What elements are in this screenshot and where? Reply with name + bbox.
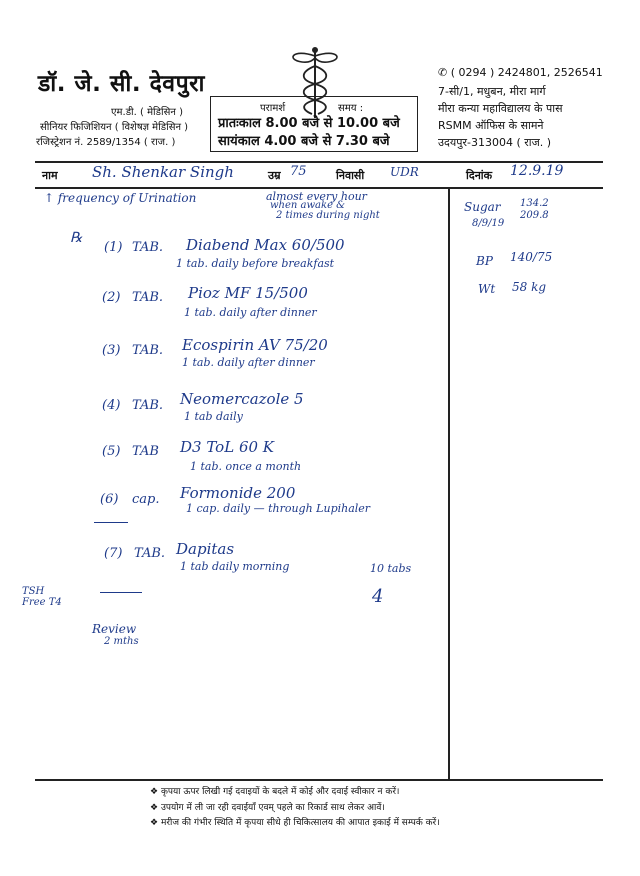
visit-date: 12.9.19 <box>510 163 564 179</box>
med-1-name: Diabend Max 60/500 <box>186 236 345 254</box>
duration-note: 10 tabs <box>370 562 412 575</box>
age-label: उम्र <box>268 169 281 182</box>
weight-value: 58 kg <box>512 280 547 294</box>
name-label: नाम <box>42 169 58 182</box>
registration-number: रजिस्ट्रेशन नं. 2589/1354 ( राज. ) <box>36 137 176 148</box>
med-6-directions: 1 cap. daily — through Lupihaler <box>186 502 371 515</box>
med-6-number: (6) <box>100 492 119 507</box>
med-4-directions: 1 tab daily <box>184 410 243 423</box>
tsh-note: TSH Free T4 <box>22 586 62 608</box>
med-2-form: TAB. <box>132 290 164 305</box>
med-4-form: TAB. <box>132 398 164 413</box>
timing-label: समय : <box>338 103 364 114</box>
review-period: 2 mths <box>104 636 139 647</box>
med-1-number: (1) <box>104 240 123 255</box>
sugar-date: 8/9/19 <box>472 218 505 229</box>
footer-note-3-text: मरीज की गंभीर स्थिति में कृपया सीधे ही चिकित्सालय की आपात इकाई में सम्पर्क करें। <box>160 818 440 828</box>
address-line-4: उदयपुर-313004 ( राज. ) <box>438 136 552 149</box>
med-5-directions: 1 tab. once a month <box>190 460 302 473</box>
doctor-name: डॉ. जे. सी. देवपुरा <box>38 71 205 97</box>
footer-note-1: ❖ कृपया ऊपर लिखी गई दवाइयों के बदले में कोई और दवाई स्वीकार न करें। <box>150 787 400 797</box>
med-5-form: TAB <box>132 444 159 459</box>
date-label: दिनांक <box>466 169 493 182</box>
review-note: Review <box>92 622 137 636</box>
footer-note-2-text: उपयोग में ली जा रही दवाईयाँ एवम् पहले का रिकार्ड साथ लेकर आवें। <box>160 803 385 813</box>
med-2-directions: 1 tab. daily after dinner <box>184 306 317 319</box>
med-5-number: (5) <box>102 444 121 459</box>
med-3-name: Ecospirin AV 75/20 <box>182 336 328 354</box>
complaint-detail-3: 2 times during night <box>276 210 380 221</box>
complaint-detail-1: almost every hour <box>266 190 367 203</box>
patient-residence: UDR <box>390 165 419 179</box>
med-3-directions: 1 tab. daily after dinner <box>182 356 315 369</box>
divider-footer <box>35 779 603 781</box>
doctor-designation: सीनियर फिजिशियन ( विशेषज्ञ मेडिसिन ) <box>40 122 189 133</box>
divider-fields <box>35 187 603 189</box>
side-note-line <box>100 592 142 593</box>
bp-value: 140/75 <box>510 250 553 264</box>
weight-label: Wt <box>478 282 496 296</box>
med-1-directions: 1 tab. daily before breakfast <box>176 257 335 270</box>
med-1-form: TAB. <box>132 240 164 255</box>
column-divider <box>448 187 450 779</box>
med-5-name: D3 ToL 60 K <box>180 438 274 456</box>
med-3-number: (3) <box>102 343 121 358</box>
chief-complaint: ↑ frequency of Urination <box>44 191 197 205</box>
med-7-directions: 1 tab daily morning <box>180 560 290 573</box>
med-4-name: Neomercazole 5 <box>180 390 304 408</box>
doctor-degree: एम.डी. ( मेडिसिन ) <box>111 107 183 118</box>
sugar-values: 134.2 209.8 <box>520 198 549 221</box>
med-6-name: Formonide 200 <box>180 484 296 502</box>
med-4-number: (4) <box>102 398 121 413</box>
phone-number: ✆ ( 0294 ) 2424801, 2526541 <box>438 66 603 79</box>
signature-mark: 4 <box>372 586 384 607</box>
footer-note-2: ❖ उपयोग में ली जा रही दवाईयाँ एवम् पहले का रिकार्ड साथ लेकर आवें। <box>150 803 385 813</box>
rx-symbol: ℞ <box>70 230 83 246</box>
address-line-1: 7-सी/1, मधुबन, मीरा मार्ग <box>438 85 546 98</box>
med-6-form: cap. <box>132 492 160 507</box>
evening-timing: सायंकाल 4.00 बजे से 7.30 बजे <box>218 134 390 149</box>
morning-timing: प्रातःकाल 8.00 बजे से 10.00 बजे <box>218 116 400 131</box>
separator-mark <box>94 522 128 523</box>
med-7-form: TAB. <box>134 546 166 561</box>
address-line-2: मीरा कन्या महाविद्यालय के पास <box>438 102 563 115</box>
footer-note-3: ❖ मरीज की गंभीर स्थिति में कृपया सीधे ही चिकित्सालय की आपात इकाई में सम्पर्क करें। <box>150 818 440 828</box>
med-7-name: Dapitas <box>176 540 235 558</box>
consultation-label: परामर्श <box>260 103 286 114</box>
address-line-3: RSMM ऑफिस के सामने <box>438 119 544 132</box>
footer-note-1-text: कृपया ऊपर लिखी गई दवाइयों के बदले में कोई और दवाई स्वीकार न करें। <box>160 787 400 797</box>
sugar-label: Sugar <box>464 200 501 214</box>
med-2-number: (2) <box>102 290 121 305</box>
med-7-number: (7) <box>104 546 123 561</box>
complaint-detail-2: when awake & <box>270 200 346 211</box>
residence-label: निवासी <box>336 169 365 182</box>
bp-label: BP <box>476 254 493 268</box>
med-2-name: Pioz MF 15/500 <box>188 284 308 302</box>
med-3-form: TAB. <box>132 343 164 358</box>
patient-name: Sh. Shenkar Singh <box>92 163 234 181</box>
patient-age: 75 <box>290 164 307 179</box>
